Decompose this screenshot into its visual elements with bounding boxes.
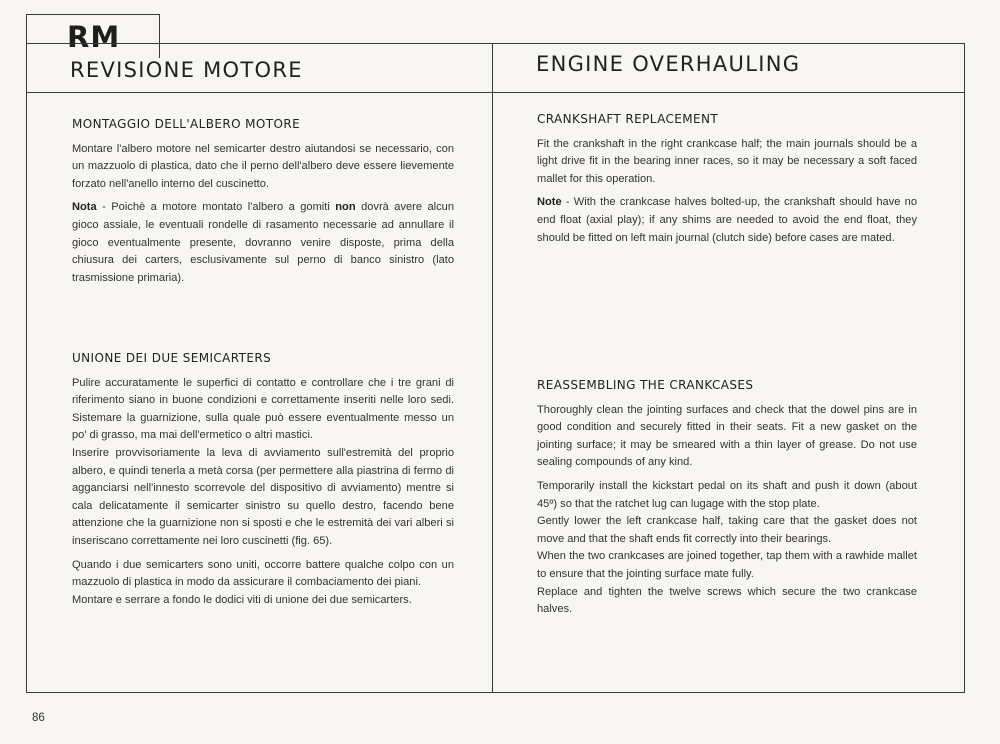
it-crankshaft-paragraph: Montare l'albero motore nel semicarter destro aiutandosi se necessario, con un mazzuolo di plastica, dato che il perno dell'albero deve essere lievemente forzato nell'anello interno del cuscinetto.: [72, 142, 454, 190]
en-crankcases-paragraph-3: Gently lower the left crankcase half, taking care that the gasket does not move and that the shaft ends fit correctly into their bearings.: [537, 515, 917, 545]
it-note-bold: non: [335, 201, 356, 214]
en-crankcases-heading: REASSEMBLING THE CRANKCASES: [537, 378, 754, 392]
it-note-text-b: dovrà avere alcun gioco assiale, le eventuali rondelle di rasamento necessarie ad annullare il gioco eventualmente presente, dovranno venire disposte, prima della chiusura dei carters, esclusivamente sul perno di banco sinistro (lato trasmissione primaria).: [72, 201, 454, 284]
title-italian: REVISIONE MOTORE: [70, 58, 303, 82]
en-section-crankcases: [537, 377, 917, 619]
it-note-label: Nota: [72, 201, 97, 214]
en-crankcases-paragraph-5: Replace and tighten the twelve screws which secure the two crankcase halves.: [537, 585, 917, 616]
en-crankshaft-paragraph: Fit the crankshaft in the right crankcase half; the main journals should be a light drive fit in the bearing inner races, so it may be necessary a soft faced mallet for this operation.: [537, 137, 917, 185]
header-divider: [26, 92, 965, 93]
it-crankcases-paragraph-3: Quando i due semicarters sono uniti, occorre battere qualche colpo con un mazzuolo di plastica in modo da assicurare il combaciamento dei piani.: [72, 558, 454, 589]
it-section-crankshaft: [72, 116, 454, 287]
page-number: 86: [32, 712, 45, 724]
it-note-text-a: - Poichè a motore montato l'albero a gomiti: [96, 201, 336, 214]
it-section-crankcases: [72, 350, 454, 609]
section-code-tab: RM: [26, 14, 160, 58]
en-section-crankshaft: [537, 111, 917, 247]
en-crankcases-paragraph-2: Temporarily install the kickstart pedal on its shaft and push it down (about 45º) so that the ratchet lug can lugage with the stop plate.: [537, 479, 917, 510]
column-divider: [492, 43, 493, 693]
it-crankshaft-note: [72, 199, 454, 287]
it-crankcases-paragraph-4: Montare e serrare a fondo le dodici viti di unione dei due semicarters.: [72, 593, 412, 606]
it-crankcases-heading: UNIONE DEI DUE SEMICARTERS: [72, 351, 272, 365]
en-crankshaft-note: [537, 194, 917, 247]
en-crankshaft-heading: CRANKSHAFT REPLACEMENT: [537, 112, 719, 126]
en-note-text: - With the crankcase halves bolted-up, the crankshaft should have no end float (axial play); if any shims are needed to avoid the end float, they should be fitted on left main journal (clutch side) before cases are mated.: [537, 196, 917, 244]
title-english: ENGINE OVERHAULING: [536, 52, 801, 76]
it-crankshaft-heading: MONTAGGIO DELL'ALBERO MOTORE: [72, 117, 301, 131]
it-crankcases-paragraph-1: Pulire accuratamente le superfici di contatto e controllare che i tre grani di riferimento siano in buone condizioni e correttamente inseriti nelle loro sedi. Sistemare la guarnizione, sulla quale può essere eventualmente messo un po' di grasso, ma mai dell'ermetico o altri mastici.: [72, 376, 454, 442]
it-crankcases-paragraph-2: Inserire provvisoriamente la leva di avviamento sull'estremità del proprio albero, e quindi tenerla a metà corsa (per permettere alla piastrina di fermo di agganciarsi nell'innesto scorrevole del dispositivo di avviamento) mentre si cala delicatamente il semicarter sinistro su quello destro, facendo bene attenzione che la guarnizione non si sposti e che le estremità dei vari alberi si inseriscano correttamente nei loro cuscinetti (fig. 65).: [72, 446, 454, 547]
en-note-label: Note: [537, 196, 562, 209]
en-crankcases-paragraph-4: When the two crankcases are joined together, tap them with a rawhide mallet to ensure that the jointing surface mate fully.: [537, 550, 917, 580]
en-crankcases-paragraph-1: Thoroughly clean the jointing surfaces and check that the dowel pins are in good condition and securely fitted in their seats. Fit a new gasket on the jointing surface; it may be smeared with a thin layer of grease. Do not use sealing compounds of any kind.: [537, 403, 917, 469]
